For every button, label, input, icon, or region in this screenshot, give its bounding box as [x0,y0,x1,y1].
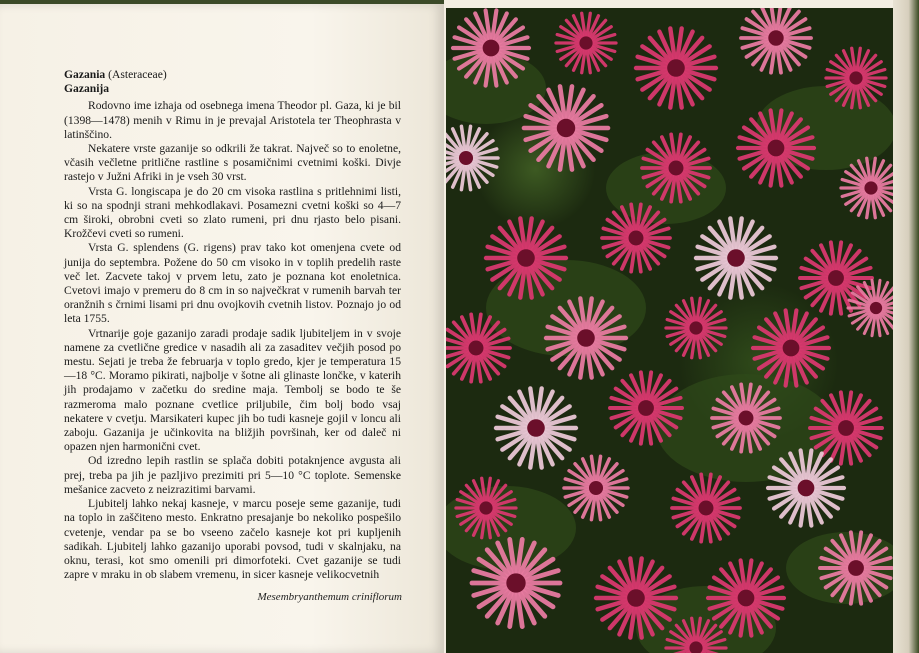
flower-center [838,420,854,436]
flower [556,13,616,72]
article-text [64,68,401,582]
flower-center [768,140,785,157]
flower-center [527,419,545,437]
photo-caption: Mesembryanthemum criniflorum [257,591,402,603]
flower-center [738,590,755,607]
flower-center [459,151,473,165]
flower [564,456,628,519]
flower-center [483,40,500,57]
flower-center [798,480,815,497]
flower-photo-graphic [446,8,893,653]
paragraph-2: Nekatere vrste gazanije so odkrili že takrat. Največ so to enoletne, včasih večletne pritlične rastline s posamičnimi cvetnimi koški. Divje rastejo v Južni Afriki in je vseh 30 vrst. [64,142,401,184]
flower-center [629,231,644,246]
family-name: (Asteraceae) [108,68,167,81]
left-page [0,4,444,653]
page-edge [893,0,919,653]
heading-line [64,68,401,82]
flower-center [864,181,877,194]
paragraph-1: Rodovno ime izhaja od osebnega imena Theodor pl. Gaza, ki je bil (1398—1478) menih v Rimu in je prevajal Aristotela ter Theophrasta v latinščino. [64,99,401,141]
flower-center [506,573,525,592]
flower-center [699,501,714,516]
flower-center [627,589,645,607]
flower [753,310,829,385]
flower-center [848,560,864,576]
flower [741,8,811,73]
flower [696,218,776,297]
flower-center [849,71,862,84]
flower-center [579,36,592,49]
paragraph-6: Od izredno lepih rastlin se splača dobiti potaknjence avgusta ali prej, treba pa jih je pazljivo prezimiti pri 5—10 °C toplote. Semenske mešanice zacveto z neizrazitimi barvami. [64,454,401,496]
genus-name: Gazania [64,68,106,81]
flower-center [469,341,484,356]
flower-center [828,270,844,286]
flower-center [783,340,800,357]
flower-center [638,400,654,416]
flower-center [517,249,535,267]
flower [446,126,498,189]
flower-center [589,481,603,495]
paragraph-5: Vrtnarije goje gazanijo zaradi prodaje sadik ljubiteljem in v svoje namene za cvetlične gredice v nasadih ali za zasaditev večjih posod po mestu. Sejati je treba že februarja v toplo gredo, kjer je temperatura 15—18 °C. Moramo pikirati, najbolje v šotne ali glinaste lončke, v katerih jih prodajamo v začetku do sredine maja. Tembolj se bodo te še razmeroma malo poznane cvetlice priljubile, čim bolj bodo vsaj nekatere v cvetju. Marsikateri kupec jih bo tudi kasneje gojil v loncu ali zaboju. Gazanija je učinkovita na bližjih površinah, ker od daleč ni opazen njen harmonični cvet. [64,326,401,454]
flower-center [557,119,575,137]
flower-center [739,411,754,426]
flower [666,298,726,357]
flower-center [689,321,702,334]
flower-center [768,30,783,45]
paragraph-7: Ljubitelj lahko nekaj kasneje, v marcu poseje seme gazanije, tudi na toplo in zaščiteno mesto. Enkratno presajanje bo nekoliko pospešilo cvetenje, vendar pa se bo vseeno začelo kasneje kot pri kupljenih sadikah. Ljubitelj lahko gazanijo uporabi povsod, tudi v skalnjaku, na oknu, terasi, kot smo omenili pri dimorfoteki. Cvet gazanije se tudi zapre v mraku in ob slabem vremenu, in sicer kasneje velikocvetnih [64,497,401,582]
paragraph-3: Vrsta G. longiscapa je do 20 cm visoka rastlina s pritlehnimi listi, ki so na spodnji strani mehkodlakavi. Posamezni cvetni koški so 4—7 cm široki, obrobni cveti so zlato rumeni, pri dnu rjasto belo pisani. Krožčevi cveti so rumeni. [64,184,401,241]
flower-photo [446,8,893,653]
flower-center [870,302,882,314]
flower-center [727,249,745,267]
flower [636,28,716,107]
flower-center [479,501,492,514]
flower-center [669,161,684,176]
flower-center [577,329,595,347]
flower-center [667,59,685,77]
paragraph-4: Vrsta G. splendens (G. rigens) prav tako kot omenjena cvete od junija do septembra. Požene do 50 cm visoko in v toplih predelih raste več let. Zacvete takoj v prvem letu, zato je poznana kot enoletnica. Cvetovi imajo v premeru do 8 cm in so največkrat v rumenih barvah ter oranžnih s črnimi lisami pri dnu ovojkovih cvetnih listov. Poznajo jo od leta 1755. [64,241,401,326]
flower [672,474,740,541]
slovene-name: Gazanija [64,82,110,96]
flower [496,388,576,467]
